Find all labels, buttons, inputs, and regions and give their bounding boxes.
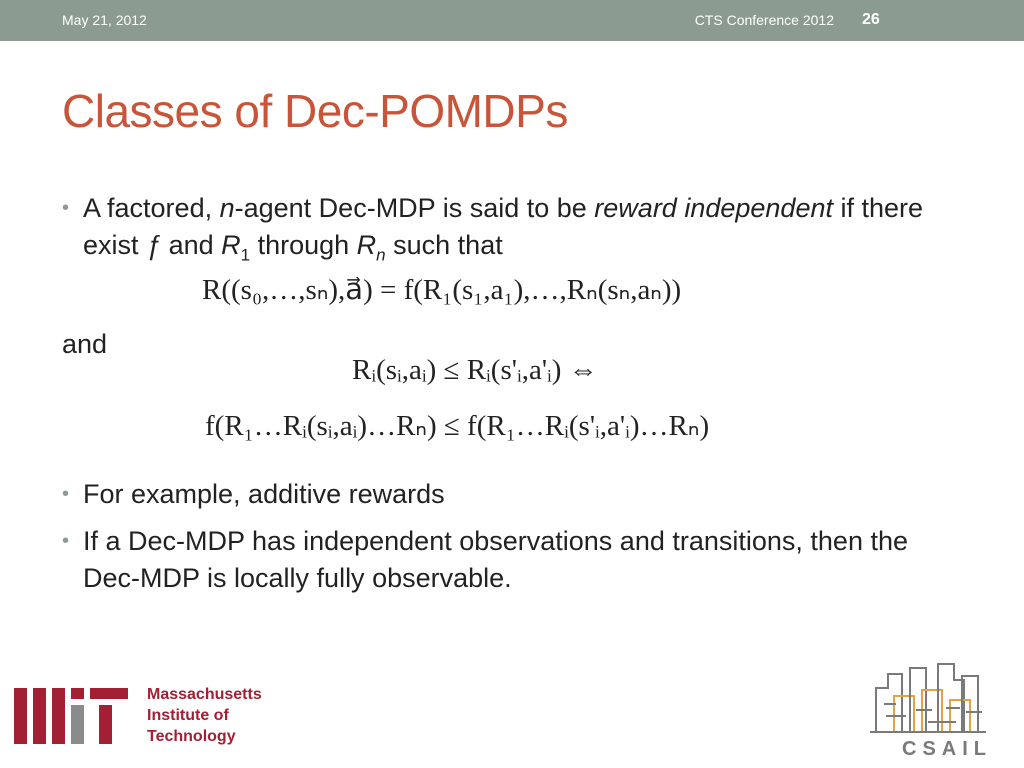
equation-monotonic-combination: f(R₁…Rᵢ(sᵢ,aᵢ)…Rₙ) ≤ f(R₁…Rᵢ(s'ᵢ,a'ᵢ)…Rₙ) (205, 410, 710, 442)
bullet-dot-icon: • (62, 197, 70, 219)
csail-logo-icon (866, 660, 990, 736)
slide-date: May 21, 2012 (62, 12, 147, 28)
bullet-reward-independent (62, 190, 962, 273)
mit-name-line: Institute of (147, 707, 229, 724)
bullet-text: For example, additive rewards (83, 479, 445, 509)
bullet-dot-icon: • (62, 483, 70, 505)
bullet-additive-rewards (62, 476, 962, 513)
bullet-text: A factored, n-agent Dec-MDP is said to be reward independent if there exist ƒ and $R_1$ through $R_n$ such that (83, 193, 924, 265)
mit-name-line: Massachusetts (147, 686, 262, 703)
bullet-text: If a Dec-MDP has independent observations and transitions, then the Dec-MDP is locally fully observable. (83, 526, 909, 593)
slide-title: Classes of Dec-POMDPs (62, 85, 568, 137)
equation-reward-function: R((s₀,…,sₙ),a⃗) = f(R₁(s₁,a₁),…,Rₙ(sₙ,aₙ)) (202, 274, 682, 306)
bullet-locally-observable (62, 523, 962, 597)
mit-name-line: Technology (147, 728, 236, 745)
mit-logo-icon (14, 688, 128, 744)
equation-local-reward-order: Rᵢ(sᵢ,aᵢ) ≤ Rᵢ(s'ᵢ,a'ᵢ) ⇔ (352, 354, 598, 386)
slide-header-bar (0, 0, 1024, 41)
slide-number: 26 (862, 11, 880, 28)
mit-wordmark (147, 684, 262, 747)
bullet-dot-icon: • (62, 530, 70, 552)
and-label: and (62, 329, 108, 359)
csail-wordmark: CSAIL (902, 738, 992, 760)
conference-name: CTS Conference 2012 (694, 12, 834, 28)
